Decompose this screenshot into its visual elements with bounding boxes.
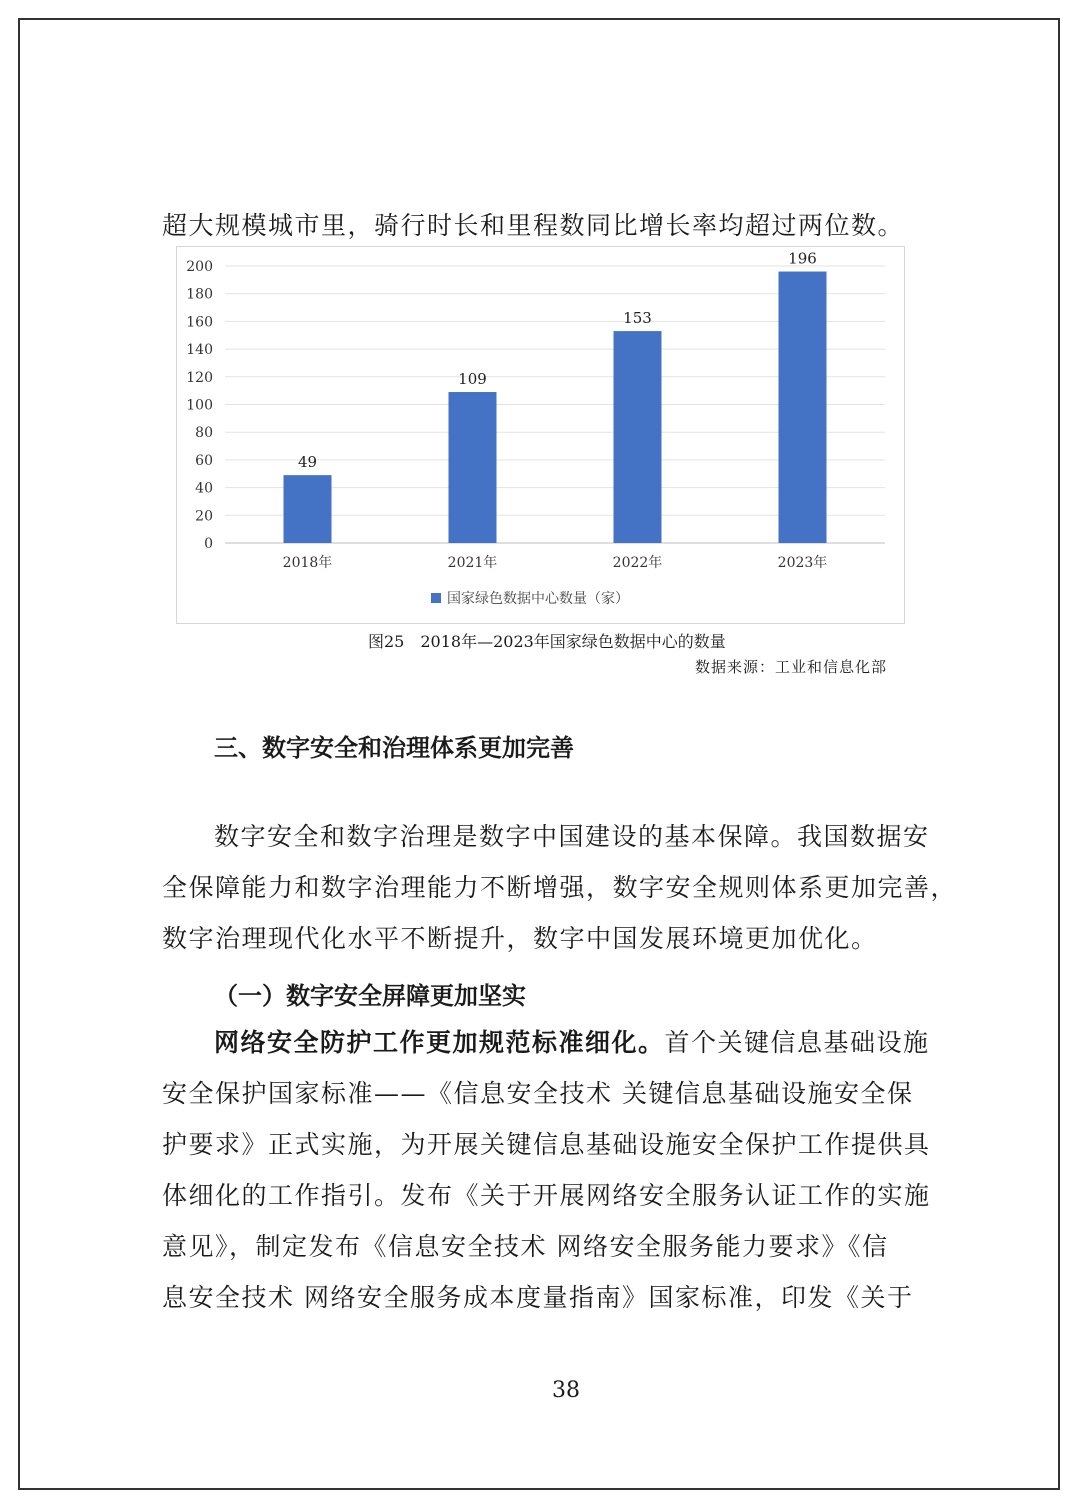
paragraph-line: 护要求》正式实施，为开展关键信息基础设施安全保护工作提供具 <box>162 1130 931 1159</box>
y-tick-label: 140 <box>186 342 213 359</box>
subsection-heading: （一）数字安全屏障更加坚实 <box>214 982 526 1010</box>
x-tick-label: 2021年 <box>447 555 498 571</box>
page-number: 38 <box>552 1378 580 1403</box>
y-tick-label: 180 <box>186 286 213 303</box>
data-label: 196 <box>788 249 817 268</box>
y-tick-label: 80 <box>195 425 213 442</box>
x-tick-label: 2018年 <box>282 555 333 571</box>
paragraph-line <box>214 1017 930 1068</box>
bar-chart <box>176 246 905 624</box>
y-tick-label: 200 <box>186 259 213 275</box>
paragraph-line: 全保障能力和数字治理能力不断增强，数字安全规则体系更加完善， <box>162 873 958 902</box>
legend-swatch <box>431 593 441 603</box>
x-tick-label: 2022年 <box>612 555 663 571</box>
paragraph-line: 意见》，制定发布《信息安全技术 网络安全服务能力要求》《信 <box>162 1232 889 1261</box>
paragraph-line: 息安全技术 网络安全服务成本度量指南》国家标准，印发《关于 <box>162 1283 914 1312</box>
paragraph-line: 数字安全和数字治理是数字中国建设的基本保障。我国数据安 <box>214 822 930 851</box>
chart-svg <box>177 247 904 623</box>
data-label: 153 <box>623 309 652 328</box>
paragraph-line: 数字治理现代化水平不断提升，数字中国发展环境更加优化。 <box>162 924 878 953</box>
y-tick-label: 120 <box>186 369 213 386</box>
paragraph-line: 安全保护国家标准——《信息安全技术 关键信息基础设施安全保 <box>162 1079 914 1108</box>
legend-label: 国家绿色数据中心数量（家） <box>447 591 629 607</box>
data-label: 109 <box>458 370 487 389</box>
section-heading: 三、数字安全和治理体系更加完善 <box>214 734 574 762</box>
intro-paragraph-tail: 超大规模城市里，骑行时长和里程数同比增长率均超过两位数。 <box>162 211 905 240</box>
y-tick-label: 40 <box>195 480 213 497</box>
figure-source: 数据来源：工业和信息化部 <box>695 658 888 676</box>
bar <box>779 272 827 543</box>
y-tick-label: 160 <box>186 314 213 331</box>
x-tick-label: 2023年 <box>777 555 828 571</box>
bar <box>449 392 497 543</box>
y-tick-label: 0 <box>204 536 213 552</box>
y-tick-label: 60 <box>195 452 213 469</box>
bold-lead: 网络安全防护工作更加规范标准细化。 <box>214 1028 665 1057</box>
line-rest: 首个关键信息基础设施 <box>664 1028 930 1057</box>
data-label: 49 <box>297 453 318 472</box>
bar <box>614 331 662 543</box>
y-tick-label: 20 <box>195 508 213 525</box>
paragraph-line: 体细化的工作指引。发布《关于开展网络安全服务认证工作的实施 <box>162 1181 931 1210</box>
y-tick-label: 100 <box>186 397 213 414</box>
figure-caption: 图25 2018年—2023年国家绿色数据中心的数量 <box>368 632 726 651</box>
bar <box>284 475 332 543</box>
